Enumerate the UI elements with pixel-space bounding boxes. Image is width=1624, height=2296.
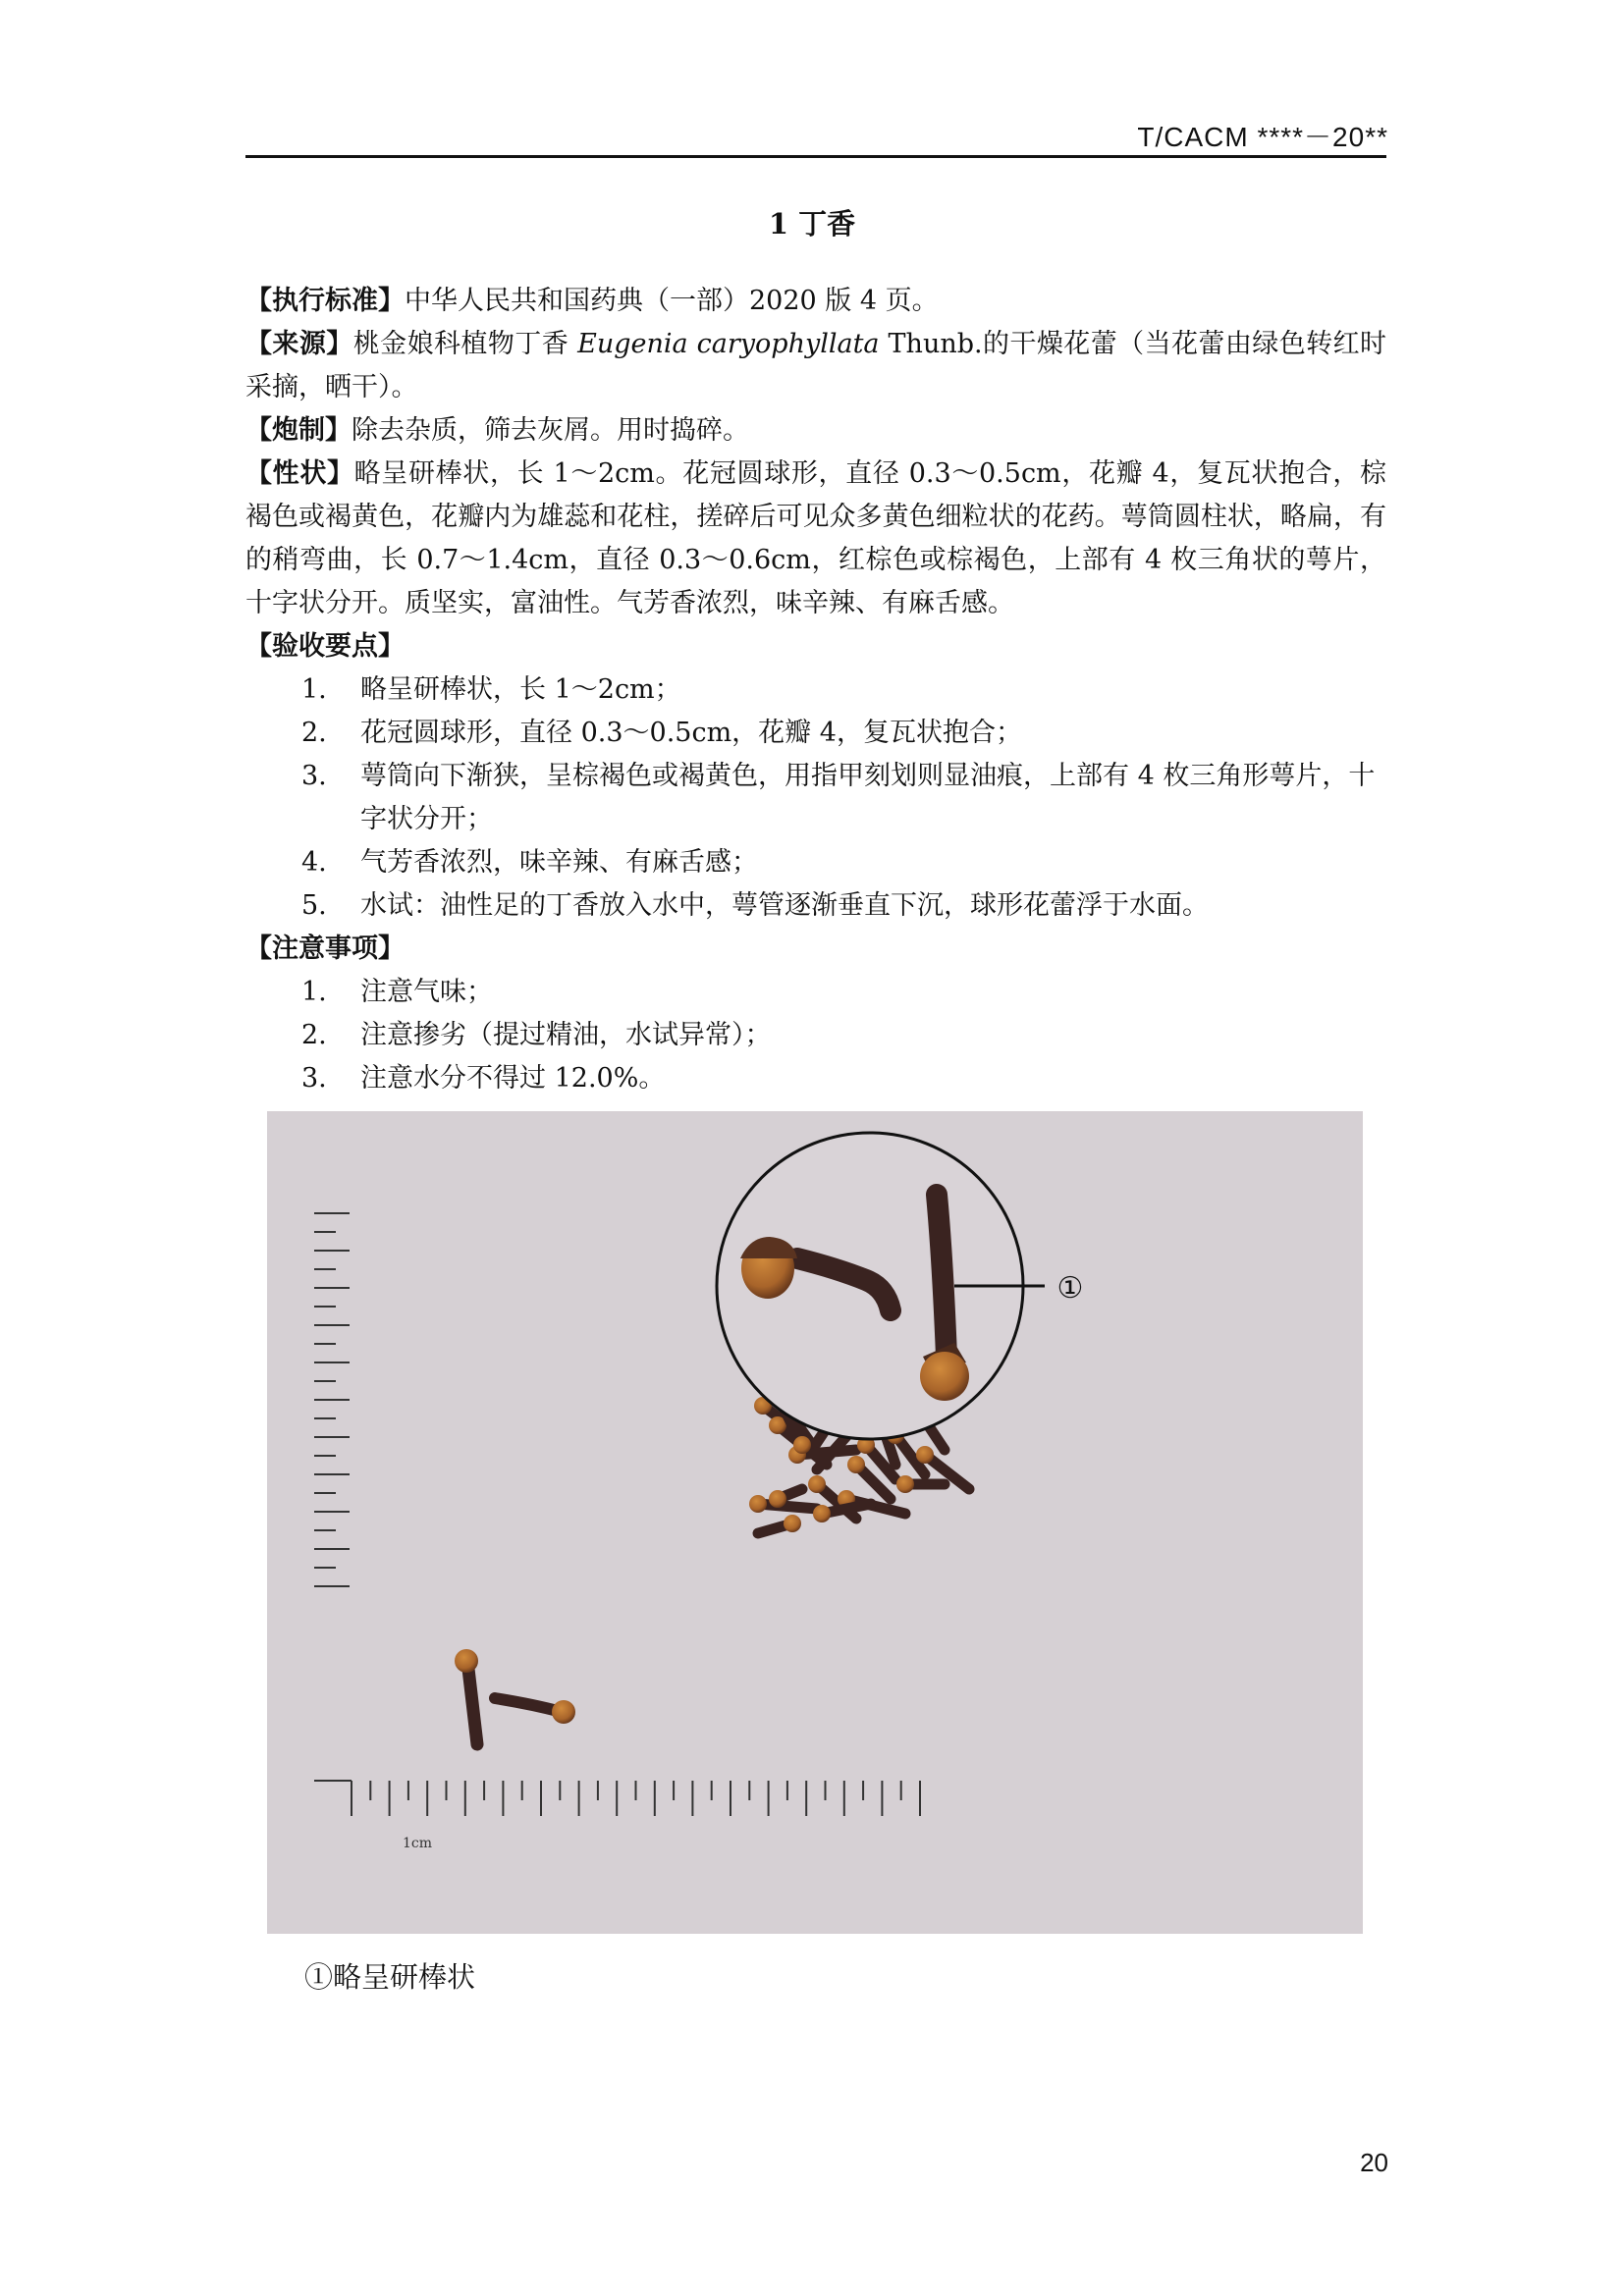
description-text: 略呈研棒状，长 1～2cm。花冠圆球形，直径 0.3～0.5cm，花瓣 4，复瓦状抱合，棕褐色或褐黄色，花瓣内为雄蕊和花柱，搓碎后可见众多黄色细粒状的花药。萼筒圆柱状，略扁，有的稍弯曲，长 0.7～1.4cm，直径 0.3～0.6cm，红棕色或棕褐色，上部有 4 枚三角状的萼片，十字状分开。质坚实，富油性。气芳香浓烈，味辛辣、有麻舌感。 (245, 458, 1386, 618)
standard-text: 中华人民共和国药典（一部）2020 版 4 页。 (405, 286, 939, 316)
clove-photo-illustration (267, 1111, 1363, 1934)
list-item-number: 4. (301, 847, 327, 878)
list-item (245, 841, 1386, 884)
list-item-text: 萼筒向下渐狭，呈棕褐色或褐黄色，用指甲刻划则显油痕，上部有 4 枚三角形萼片，十字状分开； (360, 761, 1376, 834)
scale-label: 1cm (403, 1836, 433, 1851)
list-item (245, 884, 1386, 928)
list-item-text: 气芳香浓烈，味辛辣、有麻舌感； (360, 847, 758, 878)
standard-head: 【执行标准】 (245, 286, 405, 316)
list-item-text: 注意掺劣（提过精油，水试异常）； (360, 1020, 772, 1050)
main-content (245, 280, 1386, 1100)
source-head: 【来源】 (245, 329, 353, 359)
figure-caption: ①略呈研棒状 (304, 1960, 476, 1994)
notes-head: 【注意事项】 (245, 934, 405, 964)
list-item (245, 971, 1386, 1014)
list-item (245, 1014, 1386, 1057)
description-head: 【性状】 (245, 458, 354, 489)
processing-head: 【炮制】 (245, 415, 352, 446)
list-item (245, 755, 1386, 841)
key-points-head: 【验收要点】 (245, 631, 405, 662)
header-rule (245, 155, 1386, 158)
page-number: 20 (1360, 2148, 1388, 2177)
list-item-number: 2. (301, 1020, 327, 1050)
list-item-number: 3. (301, 761, 327, 791)
list-item (245, 668, 1386, 712)
source-section (245, 323, 1386, 409)
list-item-text: 注意水分不得过 12.0%。 (360, 1063, 666, 1094)
list-item-text: 水试：油性足的丁香放入水中，萼管逐渐垂直下沉，球形花蕾浮于水面。 (360, 890, 1209, 921)
list-item-number: 3. (301, 1063, 327, 1094)
list-item-number: 1. (301, 977, 327, 1007)
processing-text: 除去杂质，筛去灰屑。用时捣碎。 (352, 415, 749, 446)
list-item (245, 712, 1386, 755)
clove-photo (267, 1111, 1363, 1934)
notes-list (245, 971, 1386, 1100)
standard-section (245, 280, 1386, 323)
description-section (245, 453, 1386, 625)
callout-label: ① (1056, 1271, 1084, 1306)
source-text-before: 桃金娘科植物丁香 (352, 329, 578, 359)
list-item-text: 花冠圆球形，直径 0.3～0.5cm，花瓣 4，复瓦状抱合； (360, 718, 1022, 748)
standard-code: T/CACM ****－20** (1137, 122, 1388, 152)
list-item-number: 5. (301, 890, 327, 921)
list-item-text: 注意气味； (360, 977, 493, 1007)
processing-section (245, 409, 1386, 453)
page-title: 1 丁香 (768, 207, 856, 240)
list-item-number: 1. (301, 674, 327, 705)
list-item-number: 2. (301, 718, 327, 748)
list-item-text: 略呈研棒状，长 1～2cm； (360, 674, 681, 705)
source-latin-name: Eugenia caryophyllata (577, 329, 880, 359)
source-text-after: Thunb.的干燥花蕾（当花蕾由绿色转红时采摘，晒干）。 (245, 329, 1386, 402)
key-points-list (245, 668, 1386, 928)
list-item (245, 1057, 1386, 1100)
